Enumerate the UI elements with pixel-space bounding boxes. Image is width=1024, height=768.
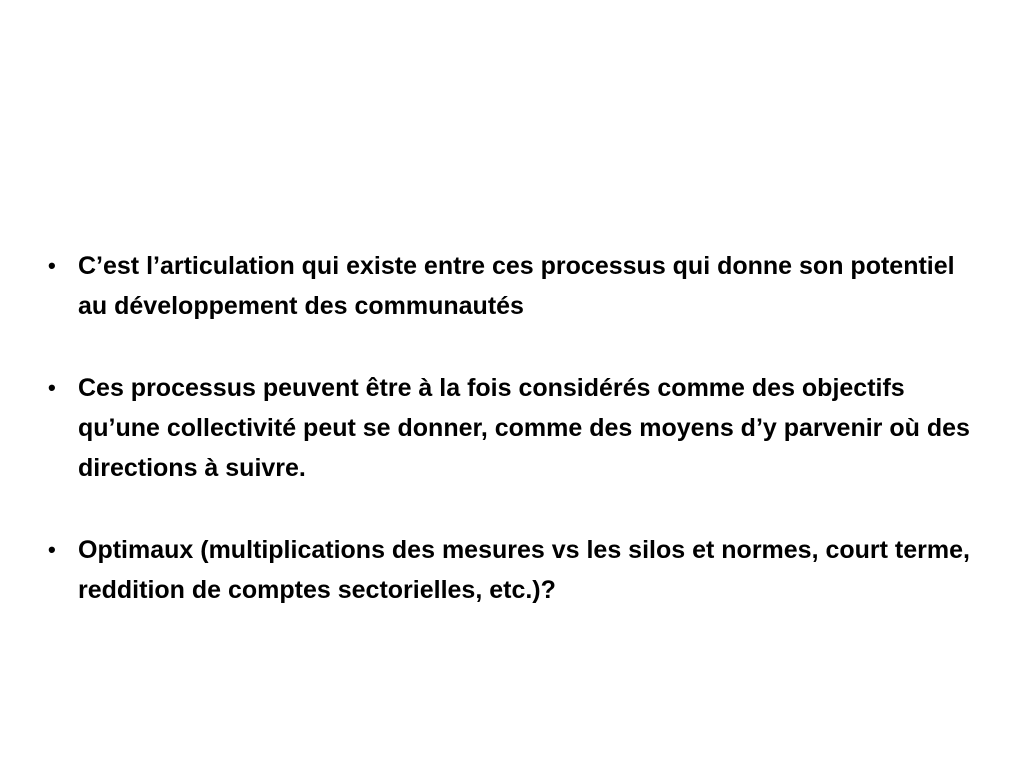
bullet-item-1	[48, 246, 978, 326]
bullet-dot-icon: •	[48, 537, 56, 562]
bullet-item-2	[48, 368, 978, 488]
bullet-list	[48, 246, 978, 652]
bullet-text: C’est l’articulation qui existe entre ces processus qui donne son potentiel au développement des communautés	[78, 252, 955, 320]
bullet-dot-icon: •	[48, 253, 56, 278]
bullet-text: Optimaux (multiplications des mesures vs les silos et normes, court terme, reddition de comptes sectorielles, etc.)?	[78, 536, 970, 604]
bullet-text: Ces processus peuvent être à la fois considérés comme des objectifs qu’une collectivité peut se donner, comme des moyens d’y parvenir où des directions à suivre.	[78, 374, 970, 482]
bullet-item-3	[48, 530, 978, 610]
bullet-dot-icon: •	[48, 375, 56, 400]
